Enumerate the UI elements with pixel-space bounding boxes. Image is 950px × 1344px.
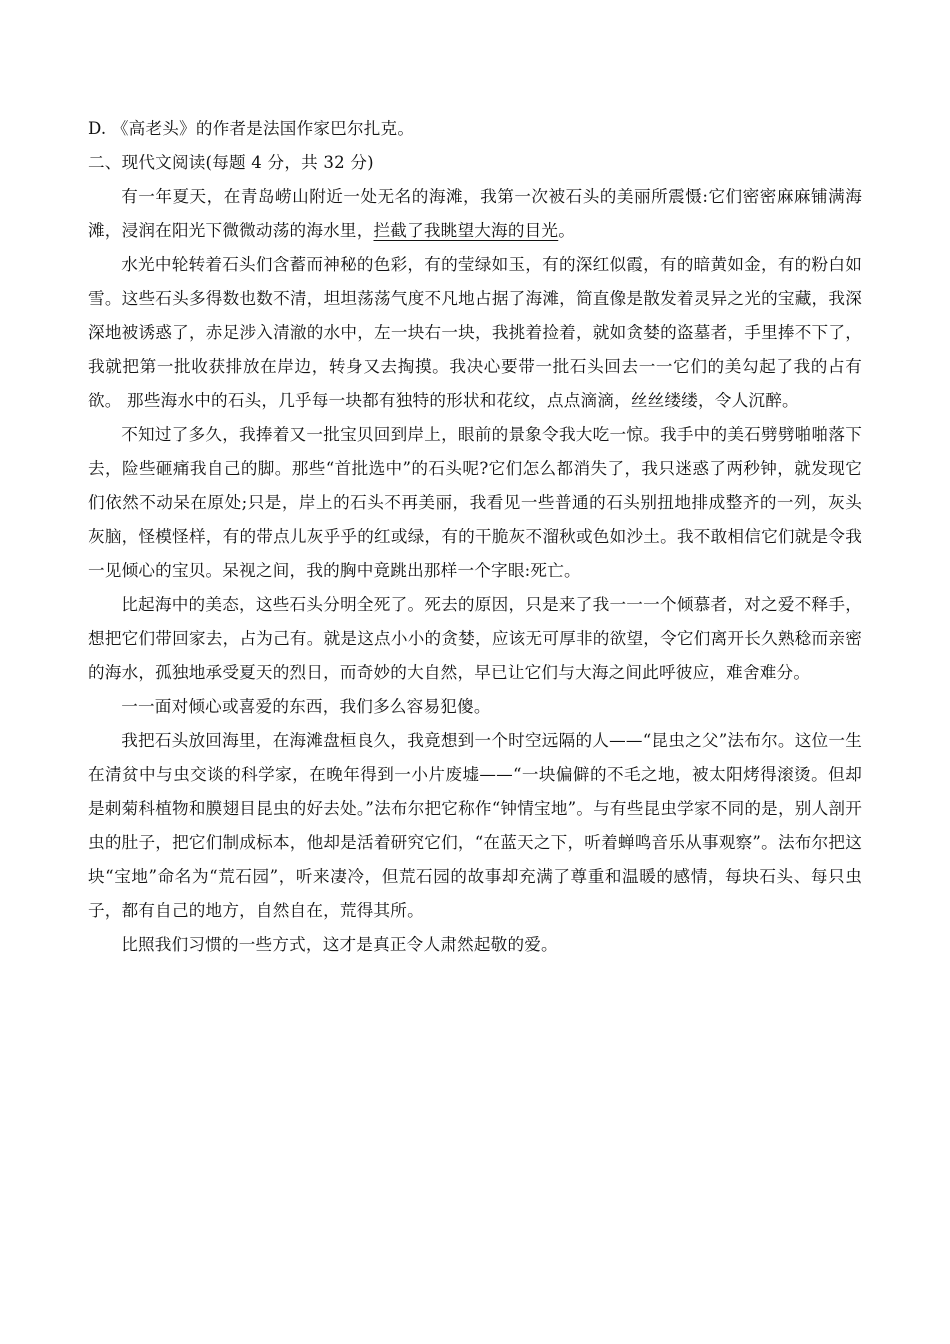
paragraph-4: 比起海中的美态，这些石头分明全死了。死去的原因，只是来了我一一一个倾慕者，对之爱不释手，想把它们带回家去，占为己有。就是这点小小的贪婪，应该无可厚非的欲望，令它们离开长久熟稔而亲密的海水，孤独地承受夏天的烈日，而奇妙的大自然，早已让它们与大海之间此呼彼应，难舍难分。 (88, 595, 862, 682)
paragraph-5: 一一面对倾心或喜爱的东西，我们多么容易犯傻。 (121, 697, 491, 716)
paragraph-1-text: 有一年夏天，在青岛崂山附近一处无名的海滩，我第一次被石头的美丽所震慑:它们密密麻麻铺满海滩，浸润在阳光下微微动荡的海水里， (88, 187, 862, 240)
paragraph-1 (88, 180, 862, 248)
paragraph-2: 水光中轮转着石头们含蓄而神秘的色彩，有的莹绿如玉，有的深红似霞，有的暗黄如金，有的粉白如雪。这些石头多得数也数不清，坦坦荡荡气度不凡地占据了海滩，简直像是散发着灵异之光的宝藏，我深深地被诱惑了，赤足涉入清澈的水中，左一块右一块，我挑着捡着，就如贪婪的盗墓者，手里捧不下了，我就把第一批收获排放在岸边，转身又去掏摸。我决心要带一批石头回去一一它们的美勾起了我的占有欲。 那些海水中的石头，几乎每一块都有独特的形状和花纹，点点滴滴，丝丝缕缕，令人沉醉。 (88, 255, 862, 410)
paragraph-1-end: 。 (558, 221, 576, 240)
paragraph-7: 比照我们习惯的一些方式，这才是真正令人肃然起敬的爱。 (121, 935, 558, 954)
paragraph-6: 我把石头放回海里，在海滩盘桓良久，我竟想到一个时空远隔的人——“昆虫之父”法布尔。这位一生在清贫中与虫交谈的科学家，在晚年得到一小片废墟——“一块偏僻的不毛之地，被太阳烤得滚烫。但却是刺菊科植物和膜翅目昆虫的好去处。”法布尔把它称作“钟情宝地”。与有些昆虫学家不同的是，别人剖开虫的肚子，把它们制成标本，他却是活着研究它们，“在蓝天之下，听着蝉鸣音乐从事观察”。法布尔把这块“宝地”命名为“荒石园”，听来凄冷，但荒石园的故事却充满了尊重和温暖的感情，每块石头、每只虫子，都有自己的地方，自然自在，荒得其所。 (88, 731, 862, 920)
option-d: D. 《高老头》的作者是法国作家巴尔扎克。 (88, 119, 415, 138)
section-heading: 二、现代文阅读(每题 4 分，共 32 分) (88, 153, 374, 172)
underlined-phrase: 拦截了我眺望大海的目光 (373, 221, 559, 240)
paragraph-3: 不知过了多久，我捧着又一批宝贝回到岸上，眼前的景象令我大吃一惊。我手中的美石劈劈啪啪落下去，险些砸痛我自己的脚。那些“首批选中”的石头呢?它们怎么都消失了，我只迷惑了两秒钟，就发现它们依然不动呆在原处;只是，岸上的石头不再美丽，我看见一些普通的石头别扭地排成整齐的一列，灰头灰脑，怪模怪样，有的带点儿灰乎乎的红或绿，有的干脆灰不溜秋或色如沙土。我不敢相信它们就是令我一见倾心的宝贝。呆视之间，我的胸中竟跳出那样一个字眼:死亡。 (88, 425, 862, 580)
document-page (88, 112, 862, 962)
